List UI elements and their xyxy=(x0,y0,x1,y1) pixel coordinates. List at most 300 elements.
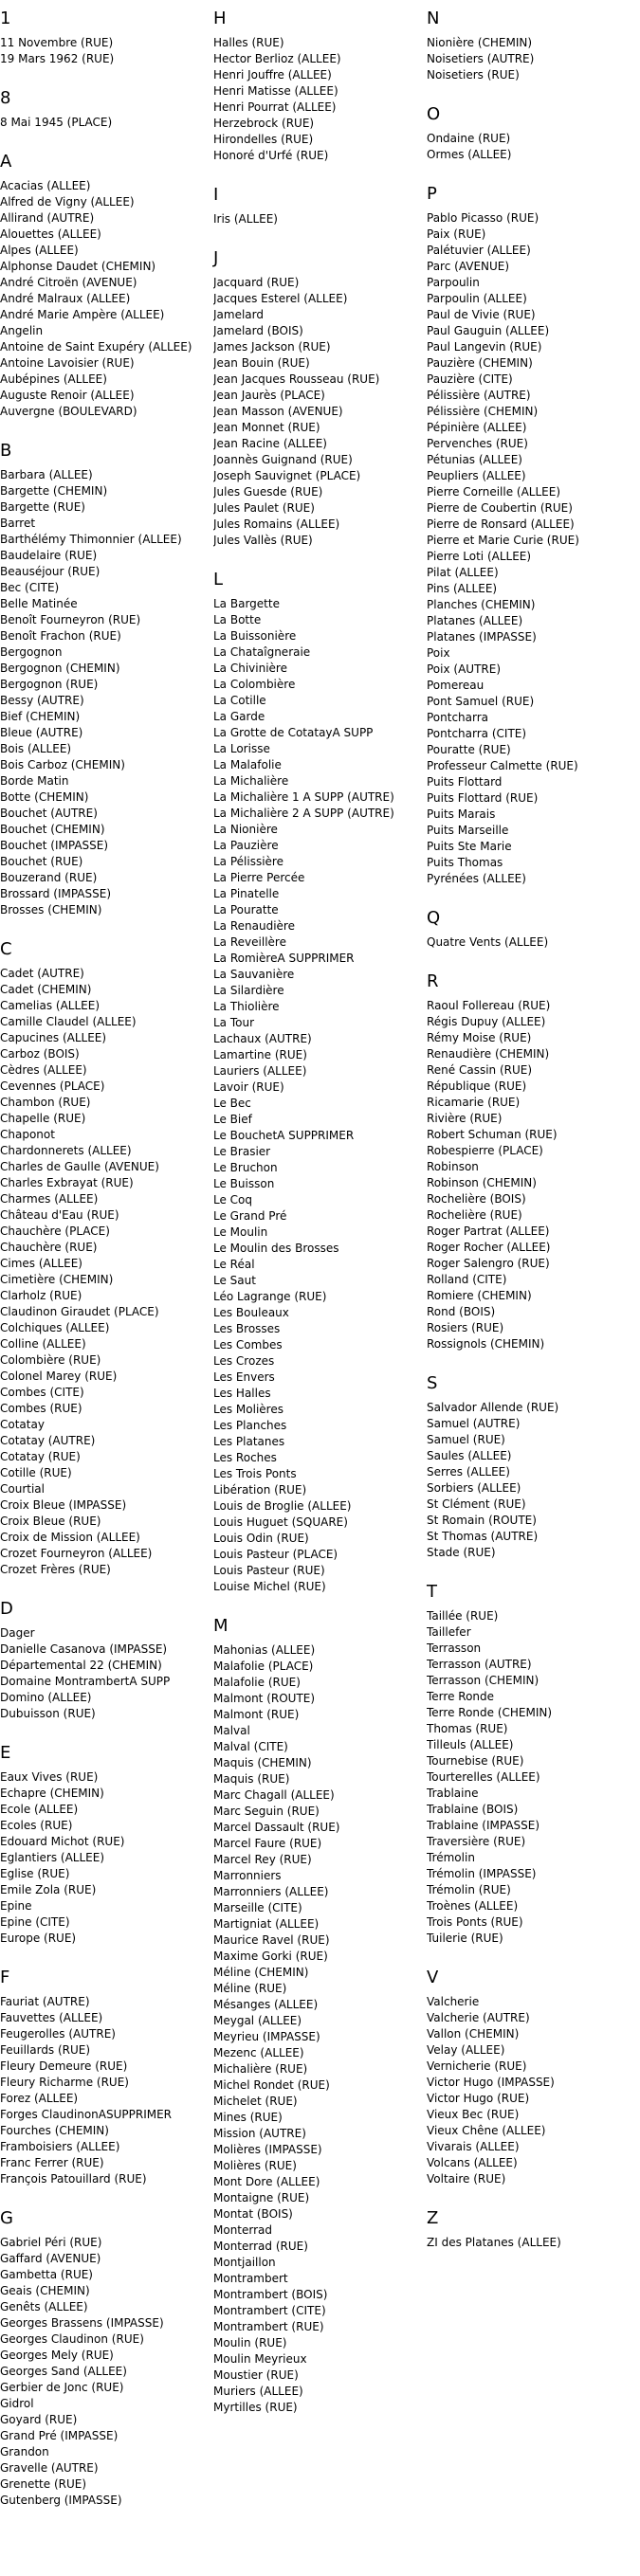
street-entry: Platanes (IMPASSE) xyxy=(427,630,537,644)
street-entry: Trémolin xyxy=(427,1851,475,1864)
street-entry: Cevennes (PLACE) xyxy=(0,1079,105,1093)
street-entry: Les Envers xyxy=(213,1370,275,1384)
street-entry: Bergognon xyxy=(0,645,63,659)
street-entry: Pierre Corneille (ALLEE) xyxy=(427,485,561,499)
street-entry: Domino (ALLEE) xyxy=(0,1691,92,1704)
street-entry: Croix Bleue (RUE) xyxy=(0,1515,101,1528)
street-entry: Jean Monnet (RUE) xyxy=(213,421,320,434)
street-entry: Benoît Frachon (RUE) xyxy=(0,629,121,643)
street-list xyxy=(0,1994,213,2187)
street-list xyxy=(213,35,427,164)
street-entry: Franc Ferrer (RUE) xyxy=(0,2156,104,2169)
street-entry: Colonel Marey (RUE) xyxy=(0,1370,118,1383)
street-entry: Meyrieu (IMPASSE) xyxy=(213,2030,320,2043)
street-entry: Joseph Sauvignet (PLACE) xyxy=(213,469,361,482)
street-list xyxy=(427,2235,640,2251)
street-entry: Emile Zola (RUE) xyxy=(0,1883,97,1896)
street-entry: Poix xyxy=(427,646,450,660)
street-entry: Framboisiers (ALLEE) xyxy=(0,2140,120,2153)
street-entry: Montrambert (BOIS) xyxy=(213,2288,328,2301)
street-entry: Bouchet (AUTRE) xyxy=(0,807,98,820)
street-entry: Moustier (RUE) xyxy=(213,2368,299,2382)
street-list xyxy=(427,131,640,163)
letter-section-b xyxy=(0,440,213,918)
letter-heading: O xyxy=(427,104,441,124)
street-entry: Feugerolles (AUTRE) xyxy=(0,2027,116,2041)
street-entry: Les Platanes xyxy=(213,1435,285,1448)
street-entry: Jacques Esterel (ALLEE) xyxy=(213,292,348,305)
street-entry: Dubuisson (RUE) xyxy=(0,1707,96,1720)
street-entry: Combes (CITE) xyxy=(0,1386,84,1399)
street-entry: ZI des Platanes (ALLEE) xyxy=(427,2236,561,2249)
street-list xyxy=(0,35,213,67)
letter-heading: 8 xyxy=(0,88,11,108)
street-entry: Victor Hugo (RUE) xyxy=(427,2092,530,2105)
letter-section-s xyxy=(427,1372,640,1561)
letter-section-r xyxy=(427,971,640,1352)
street-entry: Baudelaire (RUE) xyxy=(0,549,98,562)
street-entry: Edouard Michot (RUE) xyxy=(0,1835,125,1848)
street-entry: St Thomas (AUTRE) xyxy=(427,1530,539,1543)
street-entry: Départemental 22 (CHEMIN) xyxy=(0,1659,162,1672)
street-entry: Malmont (RUE) xyxy=(213,1708,300,1721)
street-entry: Rolland (CITE) xyxy=(427,1273,507,1286)
street-entry: La Botte xyxy=(213,613,262,626)
street-entry: Gutenberg (IMPASSE) xyxy=(0,2494,122,2507)
street-entry: Jean Jacques Rousseau (RUE) xyxy=(213,372,380,386)
street-entry: La Michalière 1 A SUPP (AUTRE) xyxy=(213,790,394,804)
street-entry: Raoul Follereau (RUE) xyxy=(427,999,551,1012)
street-entry: Alouettes (ALLEE) xyxy=(0,227,101,241)
street-entry: Poix (AUTRE) xyxy=(427,662,502,676)
street-list xyxy=(0,178,213,420)
street-entry: Les Trois Ponts xyxy=(213,1467,297,1480)
street-entry: Geais (CHEMIN) xyxy=(0,2284,90,2297)
street-entry: Camelias (ALLEE) xyxy=(0,999,100,1012)
street-entry: Chapelle (RUE) xyxy=(0,1112,86,1125)
street-entry: Cimetière (CHEMIN) xyxy=(0,1273,114,1286)
street-entry: Louis Odin (RUE) xyxy=(213,1532,309,1545)
street-entry: Carboz (BOIS) xyxy=(0,1047,80,1061)
street-entry: Bergognon (CHEMIN) xyxy=(0,662,120,675)
street-entry: Fourches (CHEMIN) xyxy=(0,2124,109,2137)
letter-heading: F xyxy=(0,1968,10,1987)
street-list xyxy=(213,211,427,227)
street-entry: 11 Novembre (RUE) xyxy=(0,36,114,49)
street-entry: Le Coq xyxy=(213,1193,253,1206)
street-entry: Georges Brassens (IMPASSE) xyxy=(0,2316,164,2330)
letter-heading: B xyxy=(0,441,12,461)
street-entry: St Romain (ROUTE) xyxy=(427,1514,537,1527)
street-entry: Les Planches xyxy=(213,1419,287,1432)
letter-heading: J xyxy=(213,248,219,268)
street-entry: Hector Berlioz (ALLEE) xyxy=(213,52,341,65)
letter-heading: V xyxy=(427,1968,439,1987)
street-entry: Mahonias (ALLEE) xyxy=(213,1643,316,1657)
street-entry: Michalière (RUE) xyxy=(213,2062,308,2076)
street-entry: Les Roches xyxy=(213,1451,277,1464)
street-entry: Le Réal xyxy=(213,1258,255,1271)
street-entry: Romiere (CHEMIN) xyxy=(427,1289,532,1302)
street-entry: Mont Dore (ALLEE) xyxy=(213,2175,320,2188)
street-entry: Bouzerand (RUE) xyxy=(0,871,98,884)
street-entry: Charmes (ALLEE) xyxy=(0,1192,99,1206)
street-entry: Marcel Dassault (RUE) xyxy=(213,1821,340,1834)
street-entry: Léo Lagrange (RUE) xyxy=(213,1290,327,1303)
street-entry: Les Halles xyxy=(213,1387,271,1400)
street-entry: Cotille (RUE) xyxy=(0,1466,72,1479)
street-entry: Bec (CITE) xyxy=(0,581,60,594)
street-entry: Bief (CHEMIN) xyxy=(0,710,81,723)
street-entry: Forges ClaudinonASUPPRIMER xyxy=(0,2108,173,2121)
street-entry: Marseille (CITE) xyxy=(213,1901,302,1914)
street-entry: Les Crozes xyxy=(213,1354,275,1368)
street-entry: Barret xyxy=(0,517,36,530)
street-entry: Régis Dupuy (ALLEE) xyxy=(427,1015,546,1028)
street-entry: Valcherie xyxy=(427,1995,480,2008)
street-entry: Forez (ALLEE) xyxy=(0,2092,79,2105)
letter-heading: N xyxy=(427,9,440,28)
street-list xyxy=(0,966,213,1578)
street-entry: François Patouillard (RUE) xyxy=(0,2172,147,2186)
street-entry: Jules Romains (ALLEE) xyxy=(213,517,340,531)
street-entry: Louis Pasteur (PLACE) xyxy=(213,1548,338,1561)
street-entry: Rossignols (CHEMIN) xyxy=(427,1337,545,1351)
street-entry: Jean Racine (ALLEE) xyxy=(213,437,327,450)
street-entry: Vernicherie (RUE) xyxy=(427,2059,527,2073)
street-entry: Robinson xyxy=(427,1160,479,1173)
street-entry: Antoine de Saint Exupéry (ALLEE) xyxy=(0,340,192,354)
letter-section-1 xyxy=(0,8,213,67)
street-entry: Jamelard xyxy=(213,308,264,321)
street-entry: La Michalière 2 A SUPP (AUTRE) xyxy=(213,807,394,820)
street-entry: Salvador Allende (RUE) xyxy=(427,1401,559,1414)
street-entry: Muriers (ALLEE) xyxy=(213,2385,303,2398)
street-entry: Monterrad (RUE) xyxy=(213,2240,308,2253)
street-entry: Traversière (RUE) xyxy=(427,1835,526,1848)
street-entry: La Reveillère xyxy=(213,935,286,949)
street-entry: Le Grand Pré xyxy=(213,1209,287,1223)
street-entry: Le Moulin des Brosses xyxy=(213,1242,339,1255)
street-list xyxy=(427,1608,640,1947)
street-entry: Puits Ste Marie xyxy=(427,840,512,853)
street-entry: Professeur Calmette (RUE) xyxy=(427,759,578,772)
letter-section-l xyxy=(213,569,427,1595)
street-entry: La Lorisse xyxy=(213,742,270,755)
street-entry: Angelin xyxy=(0,324,44,337)
street-entry: Lamartine (RUE) xyxy=(213,1048,307,1061)
street-entry: Terre Ronde xyxy=(427,1690,495,1703)
street-entry: Puits Marais xyxy=(427,807,496,821)
street-entry: Bleue (AUTRE) xyxy=(0,726,83,739)
street-entry: Honoré d'Urfé (RUE) xyxy=(213,149,329,162)
street-entry: Alphonse Daudet (CHEMIN) xyxy=(0,260,156,273)
street-entry: Bessy (AUTRE) xyxy=(0,694,84,707)
letter-heading: R xyxy=(427,971,439,991)
street-entry: Samuel (AUTRE) xyxy=(427,1417,521,1430)
street-list xyxy=(0,115,213,131)
street-entry: La Chataîgneraie xyxy=(213,645,311,659)
letter-heading: T xyxy=(427,1582,437,1602)
street-entry: Pierre de Ronsard (ALLEE) xyxy=(427,517,575,531)
street-entry: Capucines (ALLEE) xyxy=(0,1031,107,1044)
street-entry: Auvergne (BOULEVARD) xyxy=(0,405,137,418)
street-entry: La Pinatelle xyxy=(213,887,280,900)
street-entry: Rochelière (RUE) xyxy=(427,1208,522,1222)
street-entry: Nionière (CHEMIN) xyxy=(427,36,533,49)
street-entry: Louis de Broglie (ALLEE) xyxy=(213,1499,352,1513)
street-entry: Fauriat (AUTRE) xyxy=(0,1995,90,2008)
street-entry: Jean Masson (AVENUE) xyxy=(213,405,343,418)
street-entry: Henri Pourrat (ALLEE) xyxy=(213,100,337,114)
letter-heading: Z xyxy=(427,2208,439,2228)
street-entry: Crozet Fourneyron (ALLEE) xyxy=(0,1547,153,1560)
street-entry: Louis Pasteur (RUE) xyxy=(213,1564,325,1577)
letter-heading: A xyxy=(0,152,12,172)
street-entry: Colline (ALLEE) xyxy=(0,1337,86,1351)
street-entry: Joannès Guignand (RUE) xyxy=(213,453,353,466)
street-entry: Puits Marseille xyxy=(427,824,509,837)
street-entry: Parpoulin (ALLEE) xyxy=(427,292,527,305)
street-list xyxy=(427,35,640,83)
letter-section-f xyxy=(0,1967,213,2187)
street-entry: Mésanges (ALLEE) xyxy=(213,1998,319,2011)
street-entry: Pouratte (RUE) xyxy=(427,743,511,756)
street-list xyxy=(0,467,213,918)
street-entry: Marronniers xyxy=(213,1869,282,1882)
letter-heading: H xyxy=(213,9,227,28)
street-entry: Le Bec xyxy=(213,1097,251,1110)
street-entry: Hirondelles (RUE) xyxy=(213,133,314,146)
street-entry: Combes (RUE) xyxy=(0,1402,82,1415)
street-entry: Le Moulin xyxy=(213,1225,268,1239)
street-entry: Colchiques (ALLEE) xyxy=(0,1321,110,1334)
street-entry: Les Brosses xyxy=(213,1322,281,1335)
street-entry: Chaponot xyxy=(0,1128,55,1141)
street-entry: Grandon xyxy=(0,2445,49,2458)
street-entry: Sorbiers (ALLEE) xyxy=(427,1481,521,1495)
street-entry: Montaigne (RUE) xyxy=(213,2191,310,2204)
street-entry: Mission (AUTRE) xyxy=(213,2127,306,2140)
street-entry: Montjaillon xyxy=(213,2256,276,2269)
letter-section-8 xyxy=(0,87,213,131)
street-entry: La Chivinière xyxy=(213,662,287,675)
index-column-3 xyxy=(427,0,640,2529)
street-entry: Paul Gauguin (ALLEE) xyxy=(427,324,550,337)
street-entry: Colombière (RUE) xyxy=(0,1353,101,1367)
street-entry: Jules Vallès (RUE) xyxy=(213,534,313,547)
street-entry: Terre Ronde (CHEMIN) xyxy=(427,1706,553,1719)
street-entry: James Jackson (RUE) xyxy=(213,340,331,354)
street-entry: La Malafolie xyxy=(213,758,282,771)
street-entry: Cotatay (RUE) xyxy=(0,1450,81,1463)
street-entry: Cimes (ALLEE) xyxy=(0,1257,82,1270)
street-entry: Henri Matisse (ALLEE) xyxy=(213,84,338,98)
street-entry: Cotatay xyxy=(0,1418,45,1431)
street-entry: Parc (AVENUE) xyxy=(427,260,510,273)
street-entry: Malval xyxy=(213,1724,250,1737)
street-entry: Paul Langevin (RUE) xyxy=(427,340,542,354)
street-entry: La Tour xyxy=(213,1016,255,1029)
street-entry: Cadet (CHEMIN) xyxy=(0,983,92,996)
street-entry: Montat (BOIS) xyxy=(213,2207,293,2221)
letter-heading: P xyxy=(427,184,437,204)
street-entry: Pierre de Coubertin (RUE) xyxy=(427,501,573,515)
street-entry: La Thiolière xyxy=(213,1000,280,1013)
street-entry: Herzebrock (RUE) xyxy=(213,117,315,130)
street-entry: Pilat (ALLEE) xyxy=(427,566,499,579)
street-entry: Domaine MontrambertA SUPP xyxy=(0,1675,171,1688)
street-entry: Méline (RUE) xyxy=(213,1982,287,1995)
street-entry: Eglantiers (ALLEE) xyxy=(0,1851,105,1864)
street-entry: Maxime Gorki (RUE) xyxy=(213,1950,328,1963)
street-list xyxy=(427,934,640,951)
index-column-1 xyxy=(0,0,213,2529)
street-entry: Courtial xyxy=(0,1482,45,1496)
street-entry: Louise Michel (RUE) xyxy=(213,1580,326,1593)
street-entry: Pervenches (RUE) xyxy=(427,437,528,450)
street-entry: Serres (ALLEE) xyxy=(427,1465,510,1478)
street-entry: Chardonnerets (ALLEE) xyxy=(0,1144,132,1157)
street-entry: Gaffard (AVENUE) xyxy=(0,2252,101,2265)
street-entry: La Buissonière xyxy=(213,629,297,643)
street-entry: Goyard (RUE) xyxy=(0,2413,78,2426)
street-entry: Bargette (RUE) xyxy=(0,500,85,514)
street-entry: Botte (CHEMIN) xyxy=(0,790,89,804)
street-entry: Alpes (ALLEE) xyxy=(0,244,79,257)
letter-heading: C xyxy=(0,939,12,959)
street-entry: Trémolin (RUE) xyxy=(427,1883,511,1896)
street-entry: Molières (RUE) xyxy=(213,2159,297,2172)
street-entry: Dager xyxy=(0,1626,35,1640)
street-entry: Marronniers (ALLEE) xyxy=(213,1885,329,1898)
letter-section-t xyxy=(427,1581,640,1947)
street-entry: 8 Mai 1945 (PLACE) xyxy=(0,116,113,129)
street-entry: Libération (RUE) xyxy=(213,1483,307,1497)
letter-heading: M xyxy=(213,1616,229,1636)
street-entry: Grenette (RUE) xyxy=(0,2477,87,2491)
street-entry: Pomereau xyxy=(427,679,485,692)
street-entry: La Pierre Percée xyxy=(213,871,305,884)
street-entry: Thomas (RUE) xyxy=(427,1722,508,1735)
street-entry: Rémy Moise (RUE) xyxy=(427,1031,532,1044)
street-entry: Barbara (ALLEE) xyxy=(0,468,93,481)
street-entry: Jules Paulet (RUE) xyxy=(213,501,315,515)
street-entry: Platanes (ALLEE) xyxy=(427,614,523,627)
street-entry: Puits Flottard xyxy=(427,775,503,789)
street-entry: Pélissière (CHEMIN) xyxy=(427,405,539,418)
street-entry: Tournebise (RUE) xyxy=(427,1754,524,1768)
street-entry: Crozet Frères (RUE) xyxy=(0,1563,111,1576)
street-entry: Rosiers (RUE) xyxy=(427,1321,504,1334)
street-entry: Le Bruchon xyxy=(213,1161,278,1174)
street-entry: Terrasson (CHEMIN) xyxy=(427,1674,539,1687)
street-entry: Chauchère (PLACE) xyxy=(0,1225,110,1238)
street-entry: Voltaire (RUE) xyxy=(427,2172,506,2186)
street-entry: Camille Claudel (ALLEE) xyxy=(0,1015,137,1028)
street-entry: Charles Exbrayat (RUE) xyxy=(0,1176,134,1189)
street-entry: La RomièreA SUPPRIMER xyxy=(213,952,355,965)
street-entry: Moulin (RUE) xyxy=(213,2336,287,2349)
street-entry: Palétuvier (ALLEE) xyxy=(427,244,531,257)
street-entry: Pontcharra xyxy=(427,711,489,724)
street-entry: Ecole (ALLEE) xyxy=(0,1803,79,1816)
street-entry: Trois Ponts (RUE) xyxy=(427,1915,523,1929)
street-entry: Taillefer xyxy=(427,1625,471,1639)
street-entry: Ondaine (RUE) xyxy=(427,132,511,145)
street-entry: Stade (RUE) xyxy=(427,1546,496,1559)
street-entry: République (RUE) xyxy=(427,1079,527,1093)
letter-section-c xyxy=(0,938,213,1578)
street-entry: Michel Rondet (RUE) xyxy=(213,2078,330,2092)
street-entry: Pins (ALLEE) xyxy=(427,582,498,595)
letter-section-a xyxy=(0,151,213,420)
street-entry: Brosses (CHEMIN) xyxy=(0,903,102,916)
street-entry: Pépinière (ALLEE) xyxy=(427,421,527,434)
street-entry: Saules (ALLEE) xyxy=(427,1449,512,1462)
letter-section-v xyxy=(427,1967,640,2187)
street-entry: Europe (RUE) xyxy=(0,1932,77,1945)
street-entry: Charles de Gaulle (AVENUE) xyxy=(0,1160,159,1173)
street-entry: Ecoles (RUE) xyxy=(0,1819,73,1832)
street-entry: La Renaudière xyxy=(213,919,295,933)
street-list xyxy=(427,1994,640,2187)
street-entry: Maurice Ravel (RUE) xyxy=(213,1933,330,1947)
street-entry: Maquis (CHEMIN) xyxy=(213,1756,312,1769)
street-entry: Jean Bouin (RUE) xyxy=(213,356,310,370)
street-entry: Lauriers (ALLEE) xyxy=(213,1064,307,1078)
letter-heading: D xyxy=(0,1599,13,1619)
street-list xyxy=(213,596,427,1595)
street-entry: Fleury Richarme (RUE) xyxy=(0,2076,129,2089)
street-entry: St Clément (RUE) xyxy=(427,1497,526,1511)
street-entry: André Malraux (ALLEE) xyxy=(0,292,131,305)
street-entry: Echapre (CHEMIN) xyxy=(0,1787,104,1800)
street-entry: Monterrad xyxy=(213,2223,273,2237)
street-entry: Roger Rocher (ALLEE) xyxy=(427,1241,551,1254)
street-entry: Claudinon Giraudet (PLACE) xyxy=(0,1305,159,1318)
street-entry: Victor Hugo (IMPASSE) xyxy=(427,2076,555,2089)
street-entry: Bouchet (RUE) xyxy=(0,855,83,868)
street-entry: Chauchère (RUE) xyxy=(0,1241,98,1254)
street-entry: Gambetta (RUE) xyxy=(0,2268,93,2281)
street-entry: Benoît Fourneyron (RUE) xyxy=(0,613,141,626)
street-entry: Michelet (RUE) xyxy=(213,2095,298,2108)
street-entry: Noisetiers (AUTRE) xyxy=(427,52,535,65)
street-entry: Bouchet (CHEMIN) xyxy=(0,823,105,836)
street-entry: Georges Sand (ALLEE) xyxy=(0,2365,127,2378)
street-entry: Vivarais (ALLEE) xyxy=(427,2140,520,2153)
letter-section-z xyxy=(427,2207,640,2251)
street-entry: Brossard (IMPASSE) xyxy=(0,887,112,900)
street-entry: Cotatay (AUTRE) xyxy=(0,1434,96,1447)
street-entry: Marcel Faure (RUE) xyxy=(213,1837,322,1850)
street-entry: Malmont (ROUTE) xyxy=(213,1692,316,1705)
street-entry: Renaudière (CHEMIN) xyxy=(427,1047,550,1061)
letter-section-o xyxy=(427,103,640,163)
street-entry: Gravelle (AUTRE) xyxy=(0,2461,99,2475)
street-entry: Mezenc (ALLEE) xyxy=(213,2046,304,2059)
street-entry: La Bargette xyxy=(213,597,280,610)
letter-heading: I xyxy=(213,185,219,205)
street-entry: Troènes (ALLEE) xyxy=(427,1899,519,1913)
street-entry: Trablaine xyxy=(427,1787,479,1800)
street-entry: Ormes (ALLEE) xyxy=(427,148,512,161)
street-entry: Montrambert (RUE) xyxy=(213,2320,324,2333)
letter-section-m xyxy=(213,1615,427,2416)
street-entry: Cadet (AUTRE) xyxy=(0,967,84,980)
street-entry: Vieux Chêne (ALLEE) xyxy=(427,2124,546,2137)
